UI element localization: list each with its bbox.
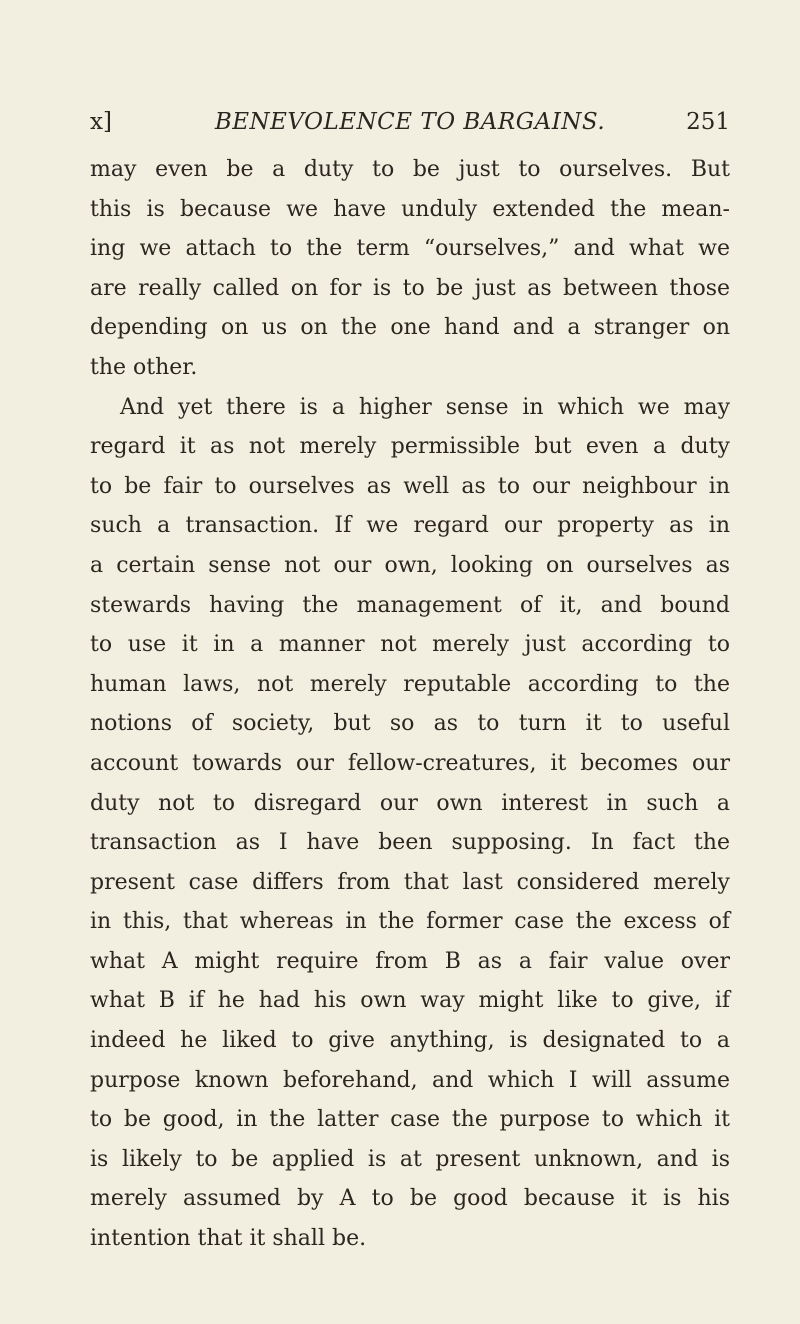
text-line: present case differs from that last considered merely [90, 869, 730, 895]
text-line: to be good, in the latter case the purpose to which it [90, 1107, 730, 1133]
text-line: ing we attach to the term “ourselves,” and what we [90, 236, 730, 262]
text-line: in this, that whereas in the former case the excess of [90, 909, 730, 935]
section-mark: x] [90, 109, 112, 135]
text-line: account towards our fellow-creatures, it becomes our [90, 750, 730, 776]
text-line: depending on us on the one hand and a stranger on [90, 315, 730, 341]
running-title: BENEVOLENCE TO BARGAINS. [214, 109, 606, 135]
text-line: such a transaction. If we regard our property as in [90, 513, 730, 539]
text-line: stewards having the management of it, and bound [90, 592, 730, 618]
text-line: to use it in a manner not merely just according to [90, 632, 730, 658]
text-line: are really called on for is to be just as between those [90, 275, 730, 301]
text-line: to be fair to ourselves as well as to our neighbour in [90, 473, 730, 499]
text-line: notions of society, but so as to turn it to useful [90, 711, 730, 737]
body-text [90, 150, 730, 1259]
text-line: the other. [90, 354, 198, 380]
text-line: purpose known beforehand, and which I will assume [90, 1067, 730, 1093]
text-line: transaction as I have been supposing. In fact the [90, 830, 730, 856]
text-line: what A might require from B as a fair value over [90, 948, 730, 974]
text-line: intention that it shall be. [90, 1226, 367, 1252]
text-line: And yet there is a higher sense in which we may [120, 394, 730, 420]
text-line: human laws, not merely reputable according to the [90, 671, 730, 697]
page-number: 251 [686, 109, 730, 135]
running-head [90, 104, 730, 140]
text-line: merely assumed by A to be good because it is his [90, 1186, 730, 1212]
text-line: a certain sense not our own, looking on ourselves as [90, 552, 730, 578]
text-line: this is because we have unduly extended the mean- [90, 196, 730, 222]
text-line: what B if he had his own way might like to give, if [90, 988, 730, 1014]
text-line: duty not to disregard our own interest in such a [90, 790, 730, 816]
text-line: may even be a duty to be just to ourselves. But [90, 157, 730, 182]
text-line: indeed he liked to give anything, is designated to a [90, 1028, 730, 1054]
text-line: is likely to be applied is at present unknown, and is [90, 1146, 730, 1172]
text-line: regard it as not merely permissible but even a duty [90, 434, 730, 460]
